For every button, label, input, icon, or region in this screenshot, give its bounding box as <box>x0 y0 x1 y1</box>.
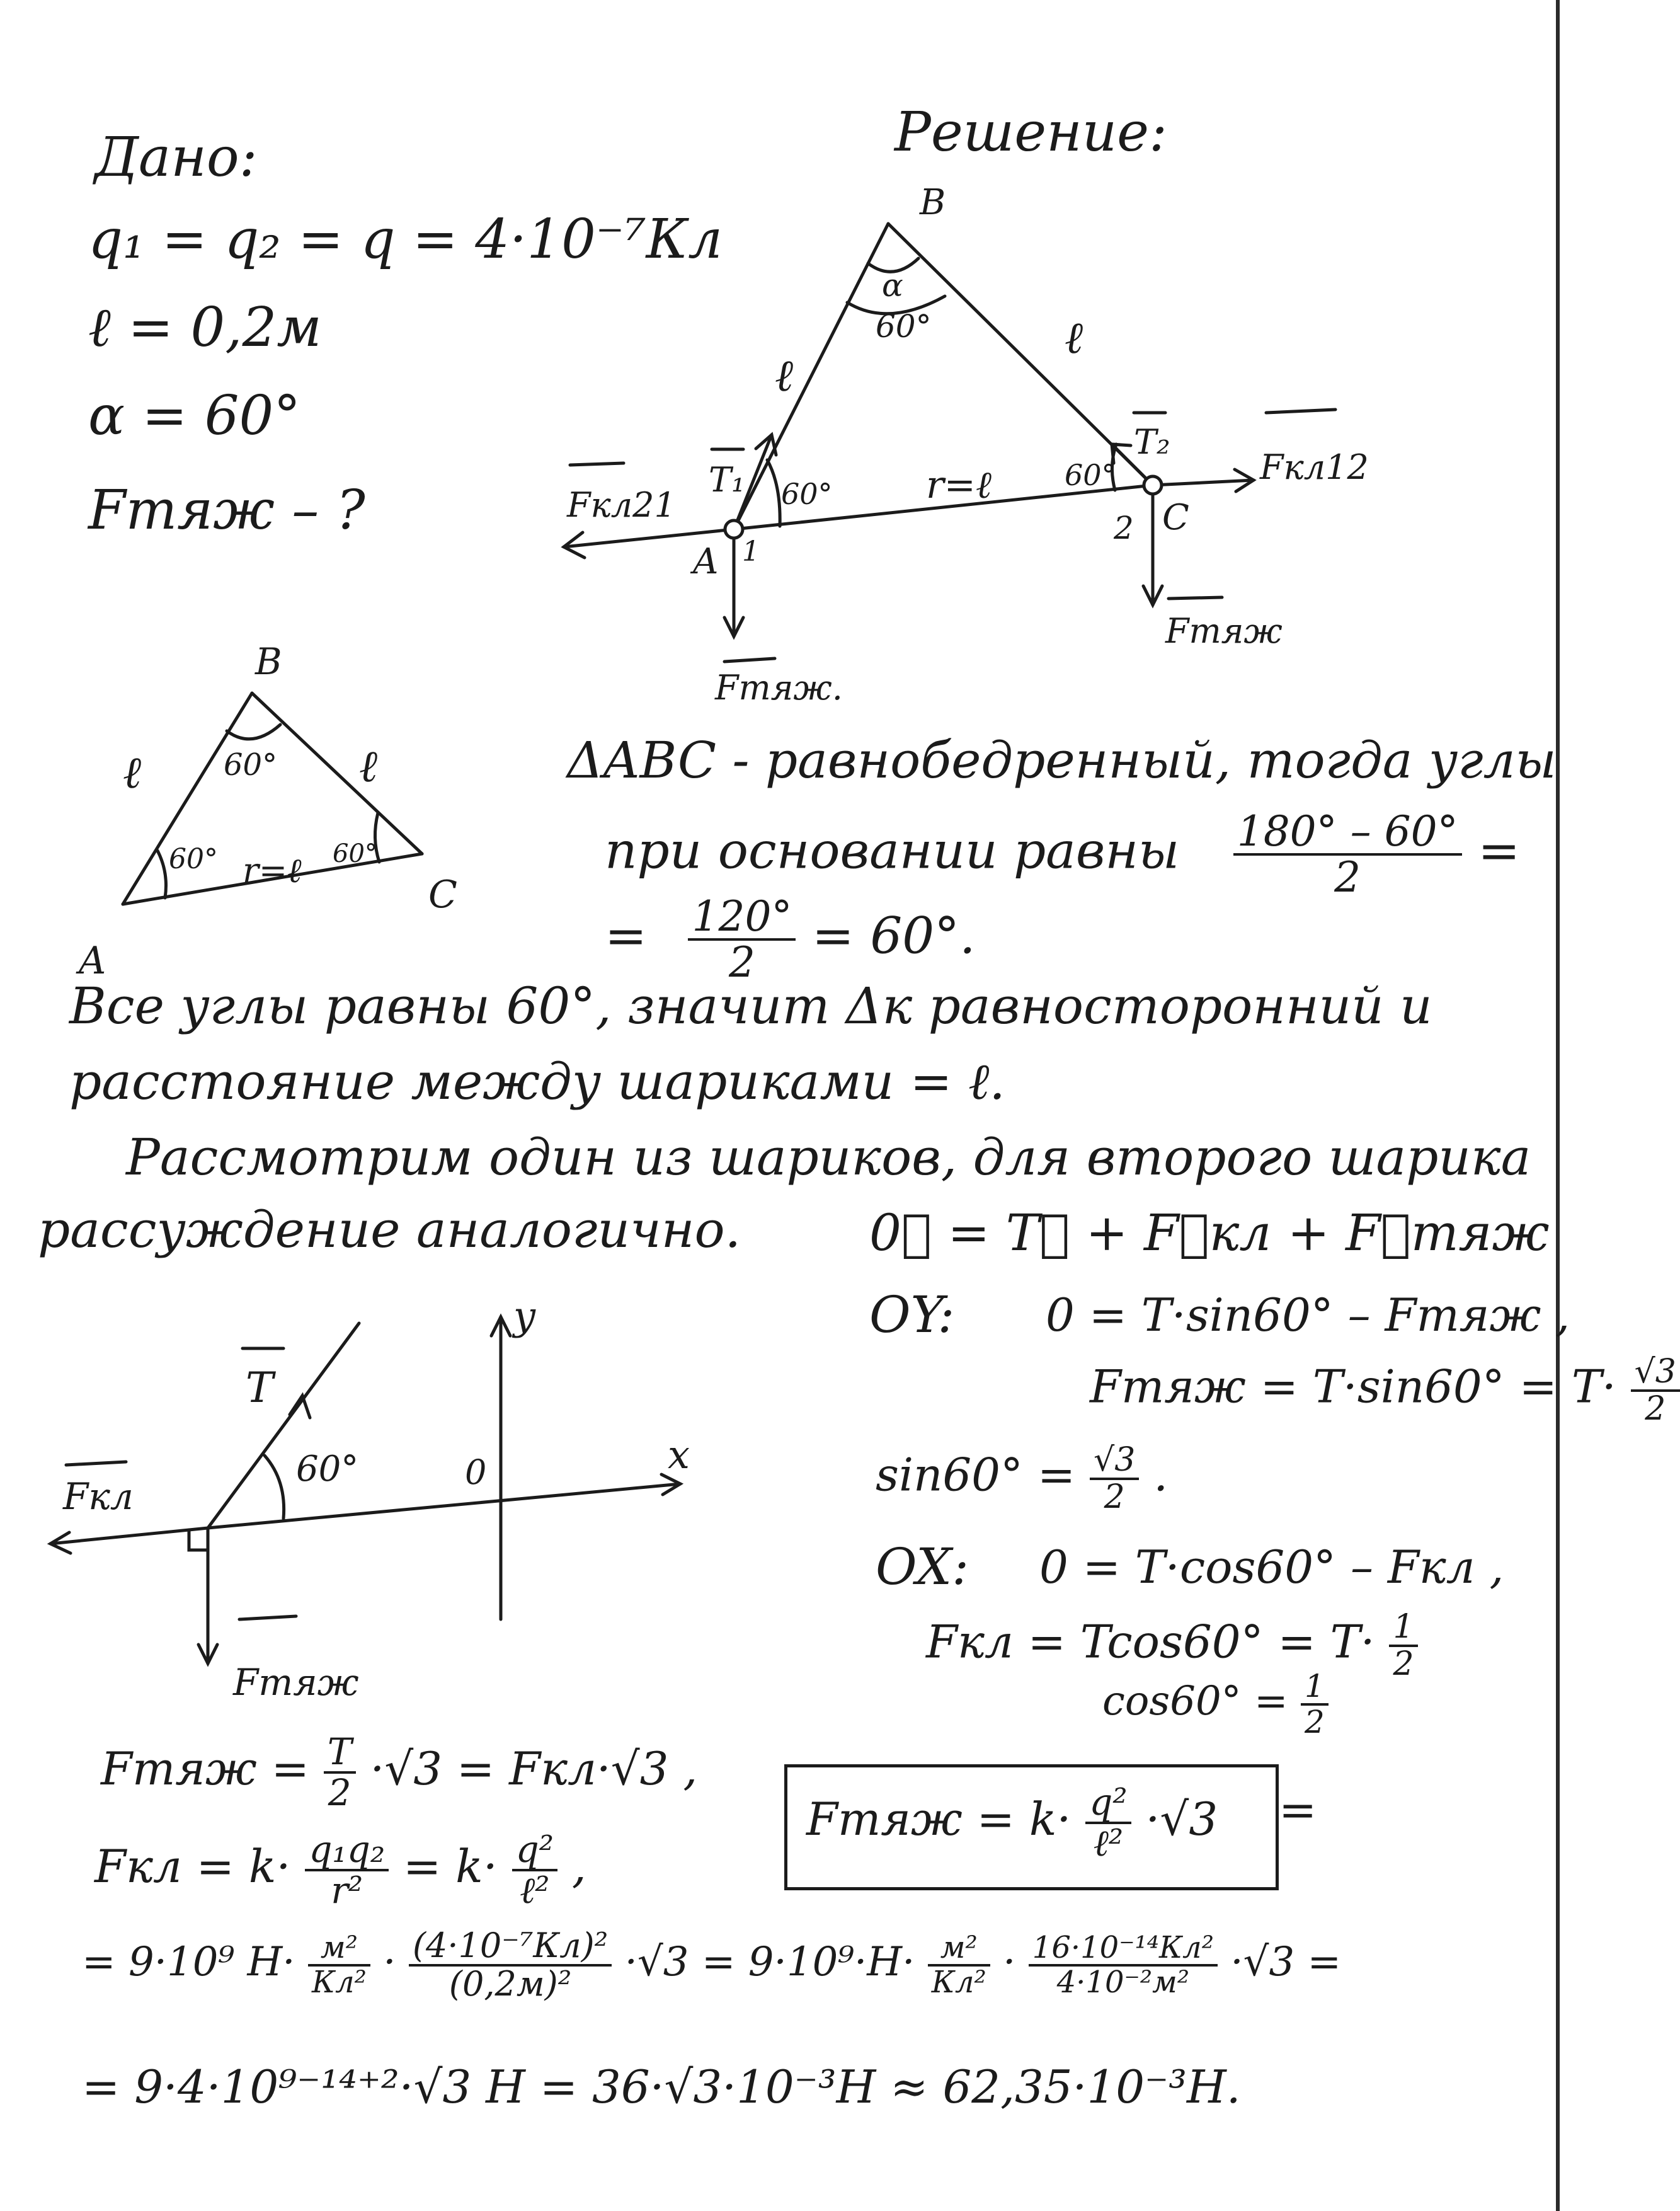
ftyazh-via-fkl <box>101 1730 698 1814</box>
f1-right: ·√3 = Fкл·√3 , <box>370 1742 698 1795</box>
frac-den: 2 <box>1645 1389 1666 1428</box>
frac-den: 2 <box>1104 1478 1125 1516</box>
frac-den: 2 <box>1304 1703 1325 1740</box>
coulomb-law <box>94 1830 586 1910</box>
frac-num: м² <box>308 1932 370 1966</box>
vector-equation: 0⃗ = T⃗ + F⃗кл + F⃗тяж <box>869 1203 1550 1262</box>
frac-num: q₁q₂ <box>305 1830 389 1871</box>
boxed-formula-content <box>806 1783 1218 1863</box>
ox-label: OX: <box>876 1537 969 1596</box>
oy-equation: 0 = T·sin60° – Fтяж , <box>1046 1289 1570 1341</box>
ftyazh-equation <box>1090 1355 1680 1426</box>
axis-x <box>208 1484 680 1528</box>
isosceles-line1: ΔABC - равнобедренный, тогда углы <box>567 731 1557 790</box>
overline-Ftyazh <box>239 1616 296 1619</box>
frac-den: Кл² <box>311 1964 367 2000</box>
frac-num: 1 <box>1389 1610 1417 1647</box>
label-l-left: ℓ <box>775 350 794 401</box>
cos-text: cos60° = <box>1102 1678 1288 1725</box>
tri-label-A: A <box>79 939 106 983</box>
overline-Ftyazh-right <box>1169 597 1222 599</box>
force-diagram <box>0 0 756 1733</box>
f2-mid: = k· <box>403 1839 498 1893</box>
paragraph-line3: Рассмотрим один из шариков, для второго шарика <box>126 1128 1531 1186</box>
label-1: 1 <box>742 536 760 568</box>
fraction-T-2 <box>324 1730 356 1814</box>
frac-den: 2 <box>728 938 755 987</box>
tri-label-l-right: ℓ <box>359 740 378 792</box>
label-B: B <box>920 182 946 223</box>
overline-Fkl12 <box>1266 410 1335 413</box>
f2-left: Fкл = k· <box>94 1839 291 1893</box>
f3-end: ·√3 = <box>1230 1939 1342 1986</box>
frac-num: 120° <box>688 895 796 941</box>
tri-label-r-eq-l: r=ℓ <box>243 851 302 890</box>
f3-comma: · <box>1003 1939 1016 1986</box>
fraction-180-60 <box>1233 807 1462 902</box>
given-charge: q₁ = q₂ = q = 4·10⁻⁷Кл <box>88 208 723 271</box>
final-result: = 9·4·10⁹⁻¹⁴⁺²·√3 Н = 36·√3·10⁻³Н ≈ 62,35·10⁻³Н. <box>82 2060 1241 2113</box>
label-T: T <box>246 1364 274 1412</box>
frac-den: (0,2м)² <box>449 1963 572 2004</box>
axis-y-label: y <box>513 1293 536 1339</box>
frac-den: 2 <box>328 1771 351 1814</box>
paragraph-line1: Все углы равны 60°, значит Δк равносторонний и <box>69 977 1432 1035</box>
label-60-left: 60° <box>781 477 833 511</box>
frac-den: 2 <box>1334 853 1361 902</box>
frac-num: T <box>324 1733 356 1774</box>
fkl-text: Fкл = Tcos60° = T· <box>926 1615 1375 1668</box>
label-Ftyazh-right: Fтяж <box>1165 611 1283 651</box>
label-C-top: C <box>1162 497 1189 538</box>
f2-end: , <box>571 1839 586 1893</box>
ox-equation: 0 = T·cos60° – Fкл , <box>1039 1541 1504 1594</box>
boxed-left: Fтяж = k· <box>806 1792 1071 1846</box>
sixty-result: = 60°. <box>811 906 976 965</box>
equals-start: = <box>605 906 648 965</box>
arc-left <box>767 460 780 526</box>
frac-den: 4·10⁻²м² <box>1056 1964 1190 2000</box>
right-angle-mark <box>189 1530 208 1550</box>
fraction-units <box>308 1932 370 1998</box>
tri-label-C: C <box>428 873 457 917</box>
frac-num: q² <box>512 1830 557 1871</box>
frac-num: q² <box>1085 1783 1131 1824</box>
frac-den: ℓ² <box>520 1868 550 1912</box>
paragraph-line4: рассуждение аналогично. <box>38 1200 741 1259</box>
arc-60 <box>265 1456 284 1519</box>
label-2: 2 <box>1114 510 1134 546</box>
label-A-top: A <box>693 541 719 582</box>
frac-den: ℓ² <box>1093 1821 1124 1864</box>
frac-num: 180° – 60° <box>1233 810 1462 856</box>
axis-x-label: x <box>668 1432 690 1478</box>
tri-label-60-top: 60° <box>224 747 278 783</box>
frac-num: √3 <box>1090 1443 1139 1480</box>
fraction-units-2 <box>928 1932 990 1998</box>
label-60-right: 60° <box>1065 458 1116 492</box>
label-T1: T₁ <box>709 460 745 500</box>
numeric-substitution <box>82 1928 1341 2002</box>
label-l-right: ℓ <box>1065 312 1083 364</box>
label-60: 60° <box>296 1449 359 1490</box>
label-T2: T₂ <box>1134 422 1170 462</box>
tri-label-B: B <box>255 640 282 683</box>
vector-Fkl <box>50 1528 208 1544</box>
sin-text: sin60° = <box>876 1448 1076 1502</box>
f3-start: = 9·10⁹ Н· <box>82 1939 295 1986</box>
given-unknown: Fтяж – ? <box>88 479 365 542</box>
paragraph-line2: расстояние между шариками = ℓ. <box>69 1052 1005 1111</box>
frac-den: Кл² <box>931 1964 986 2000</box>
overline-Fkl <box>66 1462 126 1465</box>
given-angle: α = 60° <box>88 384 301 447</box>
tri-label-l-left: ℓ <box>123 747 142 798</box>
label-Fkl21: Fкл21 <box>567 485 676 525</box>
fraction-half <box>1389 1610 1417 1681</box>
label-60-top: 60° <box>876 308 932 345</box>
label-Ftyazh: Fтяж <box>233 1661 359 1704</box>
frac-den: 2 <box>1393 1645 1414 1683</box>
f3-dot: · <box>383 1939 396 1986</box>
ball-2 <box>1144 476 1162 494</box>
label-Fkl: Fкл <box>63 1475 134 1518</box>
given-length: ℓ = 0,2м <box>88 296 322 359</box>
solution-heading: Решение: <box>894 101 1168 164</box>
label-Ftyazh-left: Fтяж. <box>715 668 843 708</box>
oy-label: OY: <box>869 1285 955 1344</box>
frac-den: r² <box>331 1868 363 1912</box>
tri-label-60-left: 60° <box>169 843 218 875</box>
frac-num: 16·10⁻¹⁴Кл² <box>1029 1932 1218 1966</box>
fraction-values-2 <box>1029 1932 1218 1998</box>
f1-left: Fтяж = <box>101 1742 309 1795</box>
fraction-sin <box>1090 1443 1139 1514</box>
tri-label-60-right: 60° <box>333 839 377 868</box>
sin-definition <box>876 1443 1168 1514</box>
sin-end: . <box>1153 1448 1169 1502</box>
fraction-sqrt3-2 <box>1631 1355 1680 1426</box>
fraction-boxed <box>1085 1783 1131 1863</box>
label-origin: 0 <box>465 1452 487 1492</box>
frac-num: √3 <box>1631 1355 1680 1392</box>
label-Fkl12: Fкл12 <box>1260 447 1369 487</box>
fraction-q1q2 <box>305 1830 389 1910</box>
equals-sign: = <box>1478 821 1521 880</box>
boxed-right: ·√3 <box>1145 1792 1218 1846</box>
given-heading: Дано: <box>94 126 258 189</box>
fraction-q2-l2 <box>512 1830 557 1910</box>
label-r-eq-l: r=ℓ <box>926 463 991 507</box>
boxed-equals: = <box>1279 1783 1317 1836</box>
f3-mid: ·√3 = 9·10⁹·Н· <box>624 1939 915 1986</box>
label-alpha: α <box>882 267 903 304</box>
fraction-cos <box>1301 1670 1329 1738</box>
ftyazh-text: Fтяж = T·sin60° = T· <box>1090 1360 1616 1413</box>
isosceles-text: при основании равны <box>605 821 1180 880</box>
vector-Fkl12 <box>1153 480 1254 485</box>
cos-definition <box>1102 1670 1329 1738</box>
frac-num: (4·10⁻⁷Кл)² <box>409 1928 612 1967</box>
frac-num: 1 <box>1301 1670 1329 1706</box>
frac-num: м² <box>928 1932 990 1966</box>
fraction-values <box>409 1928 612 2002</box>
